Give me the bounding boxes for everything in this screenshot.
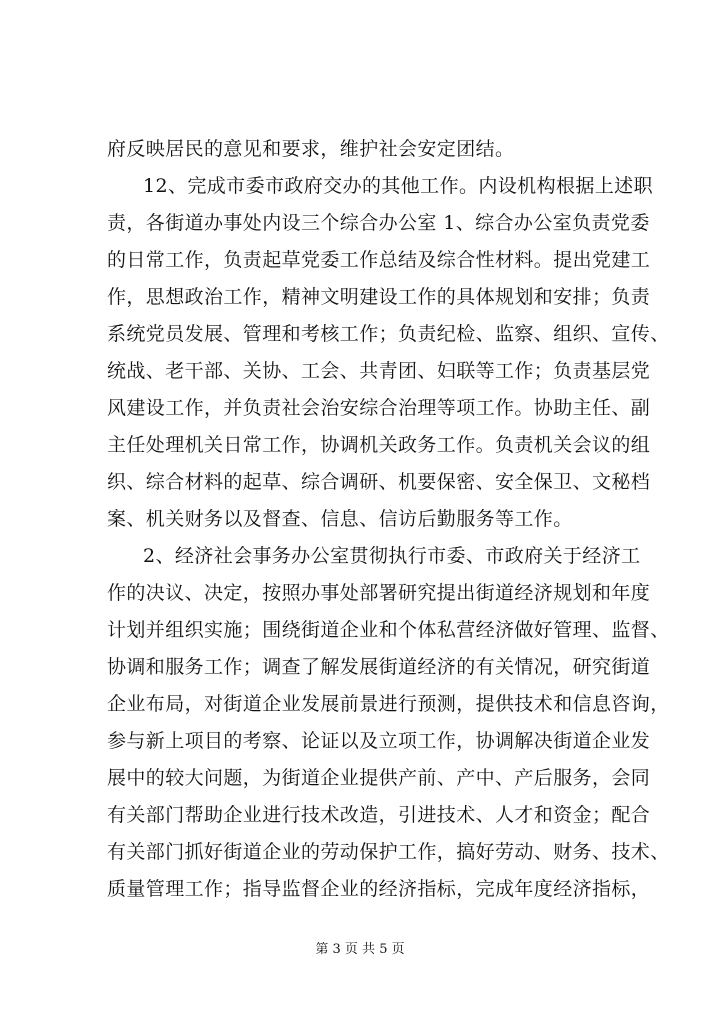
text-line: 作的决议、决定，按照办事处部署研究提出街道经济规划和年度 [107, 582, 651, 604]
text-line: 府反映居民的意见和要求，维护社会安定团结。 [107, 138, 515, 160]
text-line: 2、经济社会事务办公室贯彻执行市委、市政府关于经济工 [143, 545, 641, 567]
text-line: 计划并组织实施；围绕街道企业和个体私营经济做好管理、监督、 [107, 619, 670, 641]
text-line: 系统党员发展、管理和考核工作；负责纪检、监察、组织、宣传、 [107, 323, 670, 345]
text-line: 质量管理工作；指导监督企业的经济指标，完成年度经济指标， [107, 878, 651, 900]
text-line: 有关部门抓好街道企业的劳动保护工作，搞好劳动、财务、技术、 [107, 841, 670, 863]
page-footer: 第 3 页 共 5 页 [315, 942, 405, 957]
text-line: 企业布局，对街道企业发展前景进行预测，提供技术和信息咨询， [107, 693, 670, 715]
text-line: 的日常工作，负责起草党委工作总结及综合性材料。提出党建工 [107, 249, 651, 271]
text-line: 展中的较大问题，为街道企业提供产前、产中、产后服务，会同 [107, 767, 651, 789]
text-line: 参与新上项目的考察、论证以及立项工作，协调解决街道企业发 [107, 730, 651, 752]
text-line: 风建设工作，并负责社会治安综合治理等项工作。协助主任、副 [107, 397, 651, 419]
text-line: 作，思想政治工作，精神文明建设工作的具体规划和安排；负责 [107, 286, 651, 308]
text-line: 责，各街道办事处内设三个综合办公室 1、综合办公室负责党委 [107, 212, 650, 234]
text-line: 有关部门帮助企业进行技术改造，引进技术、人才和资金；配合 [107, 804, 651, 826]
text-line: 12、完成市委市政府交办的其他工作。内设机构根据上述职 [143, 175, 653, 197]
text-line: 主任处理机关日常工作，协调机关政务工作。负责机关会议的组 [107, 434, 651, 456]
text-line: 案、机关财务以及督查、信息、信访后勤服务等工作。 [107, 508, 573, 530]
text-line: 统战、老干部、关协、工会、共青团、妇联等工作；负责基层党 [107, 360, 651, 382]
text-line: 织、综合材料的起草、综合调研、机要保密、安全保卫、文秘档 [107, 471, 651, 493]
text-line: 协调和服务工作；调查了解发展街道经济的有关情况，研究街道 [107, 656, 651, 678]
